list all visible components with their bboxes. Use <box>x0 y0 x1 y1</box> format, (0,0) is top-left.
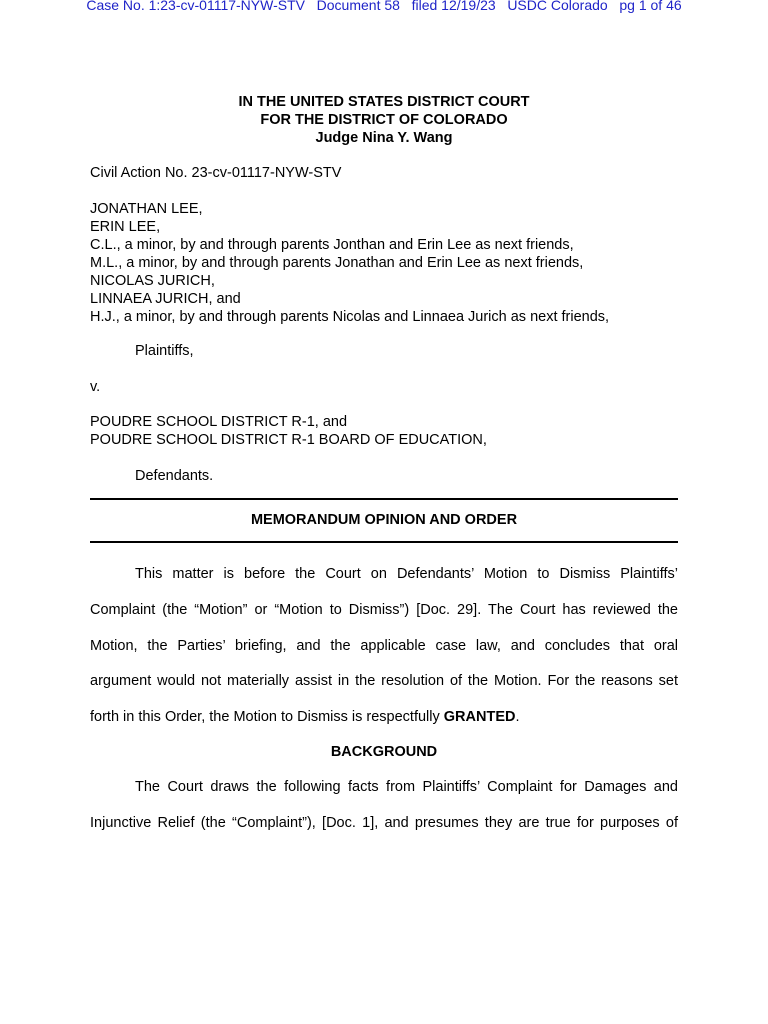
bottom-rule <box>90 541 678 543</box>
top-rule <box>90 498 678 500</box>
granted-text: GRANTED <box>443 709 516 726</box>
defendants-list <box>90 413 678 449</box>
judge-name: Judge Nina Y. Wang <box>315 130 453 146</box>
court-caption <box>90 93 678 147</box>
paragraph-line: forth in this Order, the Motion to Dismiss is respectfully GRANTED. <box>90 709 520 726</box>
background-paragraph <box>90 770 678 842</box>
paragraph-line: This matter is before the Court on Defendants’ Motion to Dismiss Plaintiffs’ <box>135 566 678 582</box>
defendants-label: Defendants. <box>135 468 214 484</box>
plaintiffs-list <box>90 200 678 326</box>
paragraph-line: Complaint (the “Motion” or “Motion to Dismiss”) [Doc. 29]. The Court has reviewed the <box>90 601 678 618</box>
paragraph-line: Injunctive Relief (the “Complaint”), [Doc. 1], and presumes they are true for purposes of <box>90 814 678 831</box>
plaintiff-line: H.J., a minor, by and through parents Nicolas and Linnaea Jurich as next friends, <box>90 309 610 325</box>
plaintiffs-label: Plaintiffs, <box>135 343 194 359</box>
plaintiff-line: C.L., a minor, by and through parents Jonthan and Erin Lee as next friends, <box>90 237 574 253</box>
court-name: IN THE UNITED STATES DISTRICT COURT <box>238 94 530 110</box>
plaintiff-line: ERIN LEE, <box>90 219 161 235</box>
plaintiff-line: NICOLAS JURICH, <box>90 273 215 289</box>
plaintiff-line: JONATHAN LEE, <box>90 201 203 217</box>
versus-label: v. <box>90 379 101 395</box>
paragraph-line: The Court draws the following facts from Plaintiffs’ Complaint for Damages and <box>135 779 678 795</box>
intro-paragraph <box>90 557 678 736</box>
document-header: Case No. 1:23-cv-01117-NYW-STV Document 58 filed 12/19/23 USDC Colorado pg 1 of 46 <box>86 0 682 13</box>
plaintiff-line: LINNAEA JURICH, and <box>90 291 241 307</box>
civil-action-number: Civil Action No. 23-cv-01117-NYW-STV <box>90 165 342 181</box>
plaintiff-line: M.L., a minor, by and through parents Jonathan and Erin Lee as next friends, <box>90 255 584 271</box>
court-district: FOR THE DISTRICT OF COLORADO <box>260 112 508 128</box>
paragraph-line: argument would not materially assist in the resolution of the Motion. For the reasons set <box>90 673 678 690</box>
order-title: MEMORANDUM OPINION AND ORDER <box>250 512 518 528</box>
paragraph-line: Motion, the Parties’ briefing, and the applicable case law, and concludes that oral <box>90 637 678 654</box>
defendant-line: POUDRE SCHOOL DISTRICT R-1, and <box>90 414 348 430</box>
defendant-line: POUDRE SCHOOL DISTRICT R-1 BOARD OF EDUCATION, <box>90 432 487 448</box>
background-heading: BACKGROUND <box>330 744 438 760</box>
